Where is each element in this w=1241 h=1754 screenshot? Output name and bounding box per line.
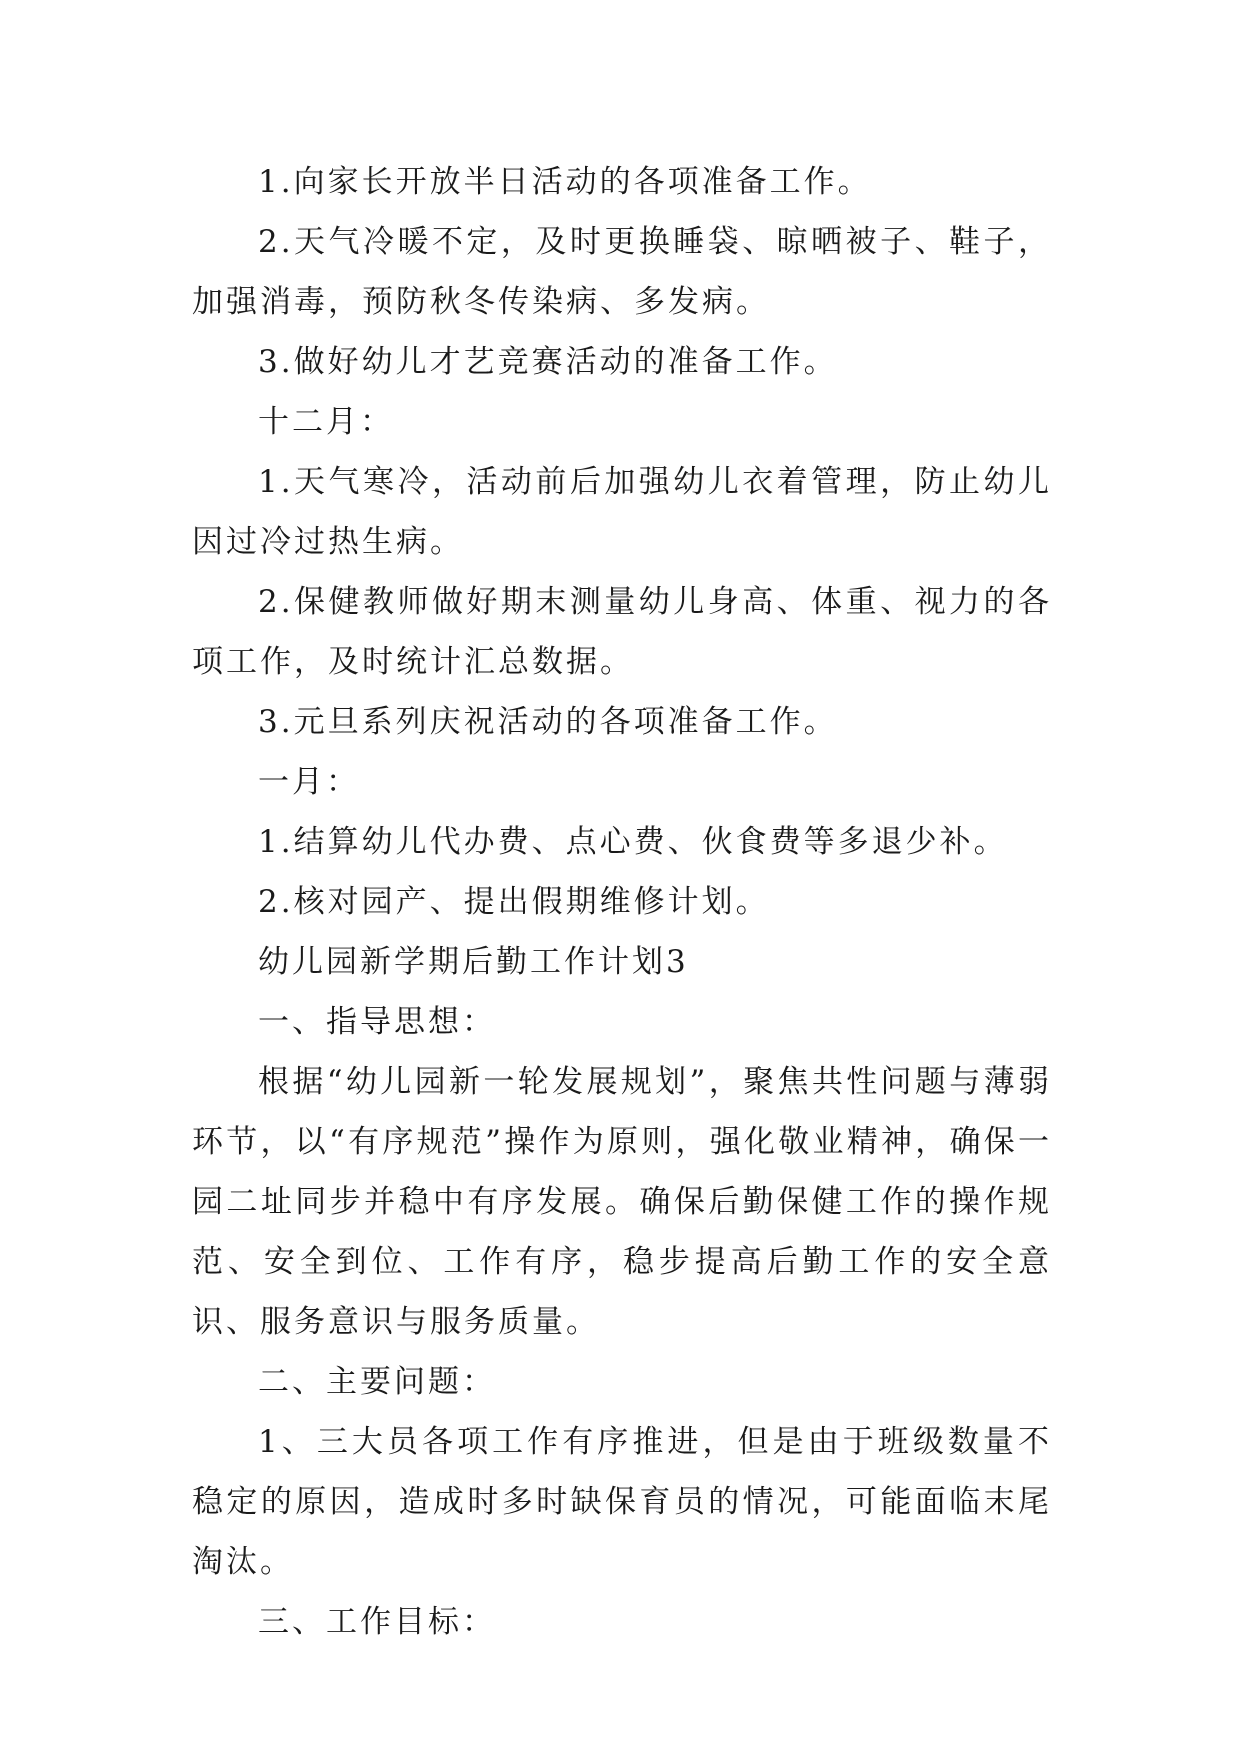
paragraph-new-year-prep: 3.元旦系列庆祝活动的各项准备工作。 (258, 704, 838, 740)
heading-work-goals: 三、工作目标： (258, 1604, 496, 1640)
heading-guiding-ideology: 一、指导思想： (258, 1004, 496, 1040)
paragraph-health-measurement: 2.保健教师做好期末测量幼儿身高、体重、视力的各项工作，及时统计汇总数据。 (192, 584, 1052, 680)
section-title-plan-3: 幼儿园新学期后勤工作计划3 (258, 944, 689, 980)
paragraph-cold-weather-clothing: 1.天气寒冷，活动前后加强幼儿衣着管理，防止幼儿因过冷过热生病。 (192, 464, 1052, 560)
paragraph-main-problems: 1、三大员各项工作有序推进，但是由于班级数量不稳定的原因，造成时多时缺保育员的情况，可能面临末尾淘汰。 (192, 1424, 1052, 1580)
paragraph-guiding-ideology: 根据“幼儿园新一轮发展规划”，聚焦共性问题与薄弱环节，以“有序规范”操作为原则，强化敬业精神，确保一园二址同步并稳中有序发展。确保后勤保健工作的操作规范、安全到位、工作有序，稳步提高后勤工作的安全意识、服务意识与服务质量。 (192, 1064, 1052, 1340)
paragraph-talent-contest-prep: 3.做好幼儿才艺竞赛活动的准备工作。 (258, 344, 838, 380)
heading-main-problems: 二、主要问题： (258, 1364, 496, 1400)
paragraph-asset-check: 2.核对园产、提出假期维修计划。 (258, 884, 770, 920)
month-heading-december: 十二月： (258, 404, 394, 440)
month-heading-january: 一月： (258, 764, 360, 800)
paragraph-weather-hygiene: 2.天气冷暖不定，及时更换睡袋、晾晒被子、鞋子，加强消毒，预防秋冬传染病、多发病。 (192, 224, 1052, 320)
document-page (192, 152, 1052, 1652)
paragraph-open-day-prep: 1.向家长开放半日活动的各项准备工作。 (258, 164, 872, 200)
paragraph-fee-settlement: 1.结算幼儿代办费、点心费、伙食费等多退少补。 (258, 824, 1008, 860)
